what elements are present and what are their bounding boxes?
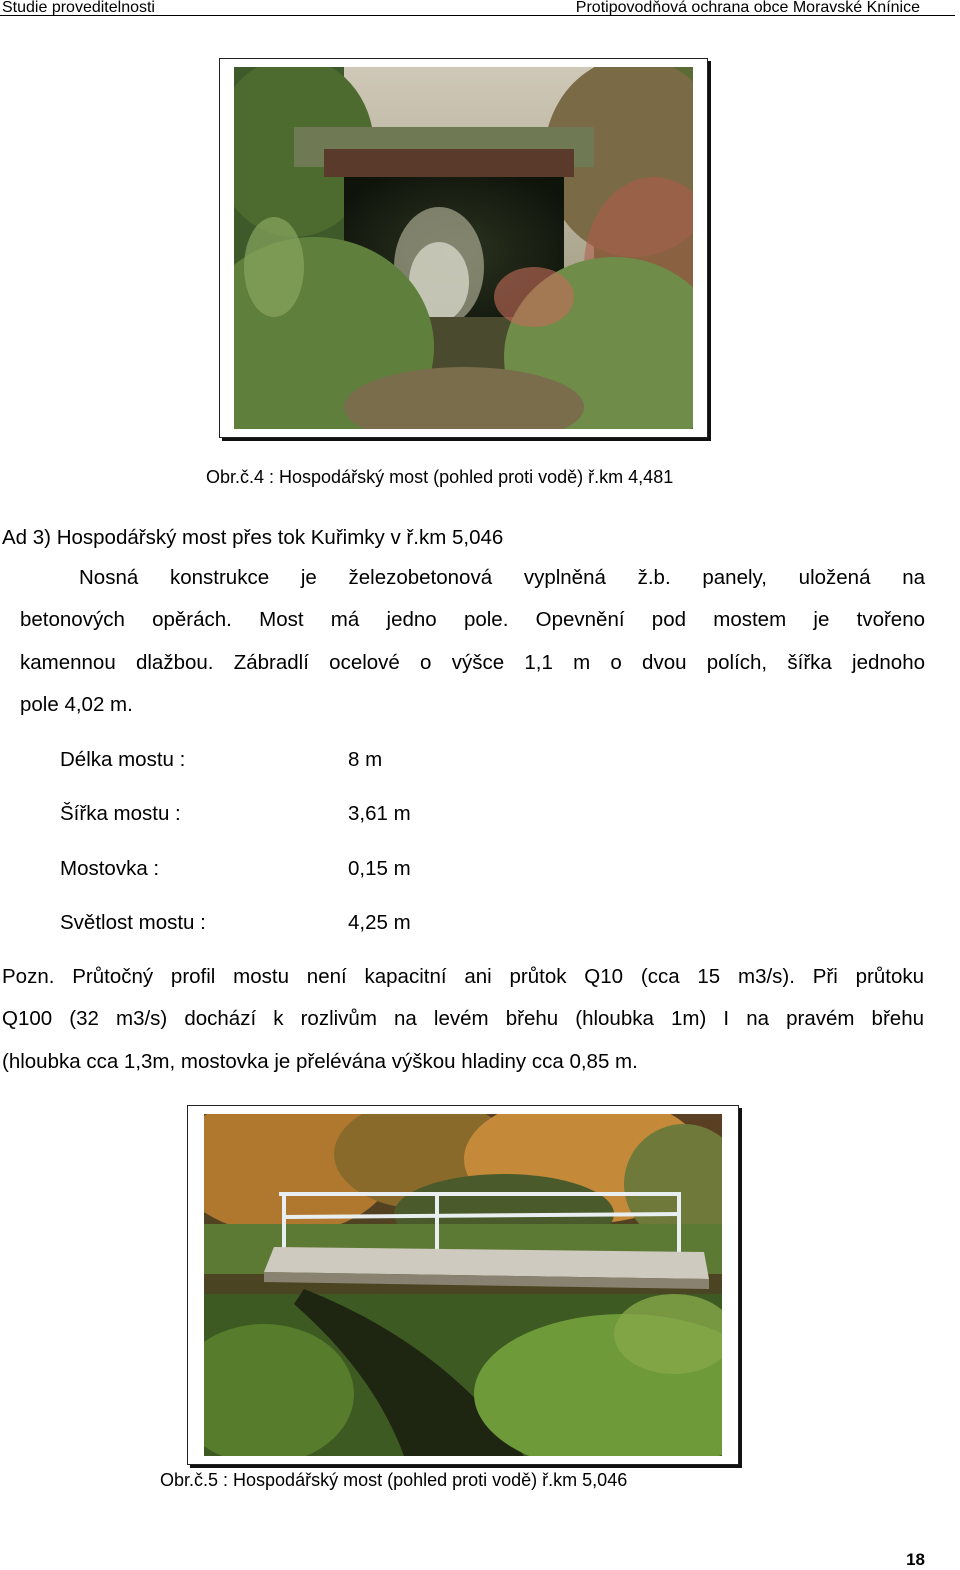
paragraph-line2: betonových opěrách. Most má jedno pole. Opevnění pod mostem je tvořeno	[20, 608, 925, 631]
header-left-title: Studie proveditelnosti	[2, 0, 155, 16]
note-line1: Pozn. Průtočný profil mostu není kapacitní ani průtok Q10 (cca 15 m3/s). Při průtoku	[2, 965, 924, 988]
note-line2: Q100 (32 m3/s) dochází k rozlivům na levém břehu (hloubka 1m) I na pravém břehu	[2, 1007, 924, 1030]
spec-label-length: Délka mostu :	[60, 748, 186, 771]
note-line3: (hloubka cca 1,3m, mostovka je přelévána výškou hladiny cca 0,85 m.	[2, 1050, 638, 1073]
figure5-caption: Obr.č.5 : Hospodářský most (pohled proti vodě) ř.km 5,046	[160, 1470, 628, 1490]
figure5-frame	[187, 1105, 739, 1465]
spec-value-deck: 0,15 m	[348, 857, 411, 880]
stone-bridge-image	[234, 67, 693, 429]
figure4-caption: Obr.č.4 : Hospodářský most (pohled proti vodě) ř.km 4,481	[206, 467, 674, 487]
paragraph-line1: Nosná konstrukce je železobetonová vyplněná ž.b. panely, uložená na	[79, 566, 925, 589]
footbridge-image	[204, 1114, 722, 1456]
spec-value-width: 3,61 m	[348, 802, 411, 825]
spec-label-clearance: Světlost mostu :	[60, 911, 206, 934]
figure4-frame	[219, 58, 708, 438]
header-rule	[0, 15, 955, 16]
spec-value-clearance: 4,25 m	[348, 911, 411, 934]
figure4-photo	[234, 67, 693, 429]
header-right-title: Protipovodňová ochrana obce Moravské Knínice	[575, 0, 920, 16]
section-heading: Ad 3) Hospodářský most přes tok Kuřimky v ř.km 5,046	[2, 526, 504, 549]
paragraph-line3: kamennou dlažbou. Zábradlí ocelové o výšce 1,1 m o dvou polích, šířka jednoho	[20, 651, 925, 674]
spec-value-length: 8 m	[348, 748, 383, 771]
spec-label-deck: Mostovka :	[60, 857, 160, 880]
spec-label-width: Šířka mostu :	[60, 802, 181, 825]
page-number: 18	[906, 1550, 925, 1569]
paragraph-line4: pole 4,02 m.	[20, 693, 133, 716]
figure5-photo	[204, 1114, 722, 1456]
